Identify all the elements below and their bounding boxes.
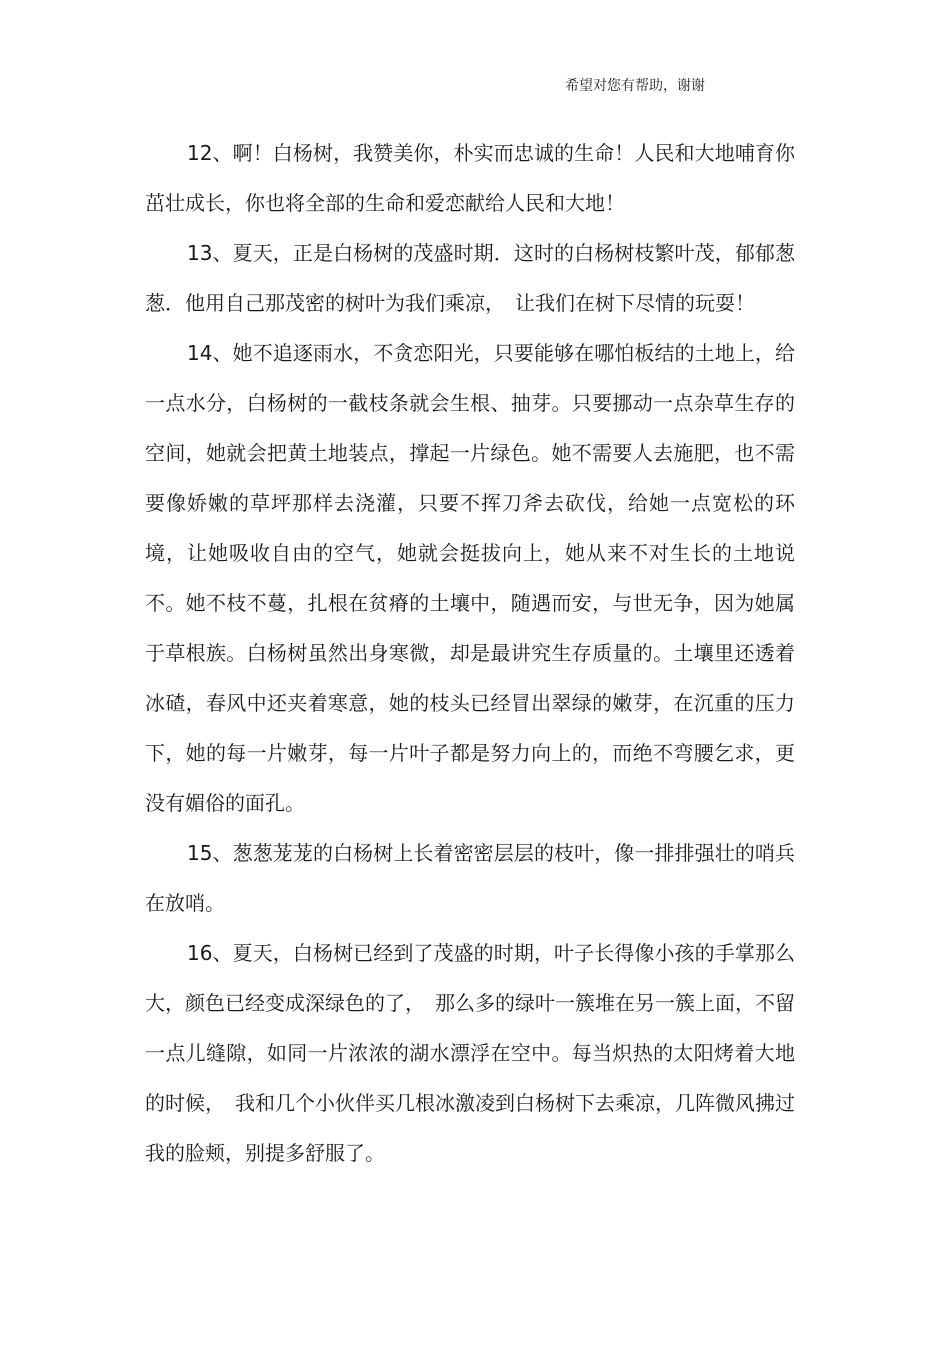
paragraph-16: 16、夏天，白杨树已经到了茂盛的时期，叶子长得像小孩的手掌那么大，颜色已经变成深绿色的了， 那么多的绿叶一簇堆在另一簇上面，不留一点儿缝隙，如同一片浓浓的湖水漂浮在空中。每当炽热的太阳烤着大地的时候， 我和几个小伙伴买几根冰激凌到白杨树下去乘凉，几阵微风拂过我的脸颊，别提多舒服了。 xyxy=(145,941,795,1165)
document-body xyxy=(145,128,795,1178)
paragraph-15: 15、葱葱茏茏的白杨树上长着密密层层的枝叶，像一排排强壮的哨兵在放哨。 xyxy=(145,841,795,915)
paragraph-13: 13、夏天，正是白杨树的茂盛时期．这时的白杨树枝繁叶茂，郁郁葱葱．他用自己那茂密的树叶为我们乘凉， 让我们在树下尽情的玩耍！ xyxy=(145,241,795,315)
paragraph-12: 12、啊！白杨树，我赞美你，朴实而忠诚的生命！人民和大地哺育你茁壮成长，你也将全部的生命和爱恋献给人民和大地！ xyxy=(145,141,795,215)
header-note: 希望对您有帮助，谢谢 xyxy=(565,78,705,94)
paragraph-14: 14、她不追逐雨水，不贪恋阳光，只要能够在哪怕板结的土地上，给一点水分，白杨树的一截枝条就会生根、抽芽。只要挪动一点杂草生存的空间，她就会把黄土地装点，撑起一片绿色。她不需要人去施肥，也不需要像娇嫩的草坪那样去浇灌，只要不挥刀斧去砍伐，给她一点宽松的环境，让她吸收自由的空气，她就会挺拔向上，她从来不对生长的土地说不。她不枝不蔓，扎根在贫瘠的土壤中，随遇而安，与世无争，因为她属于草根族。白杨树虽然出身寒微，却是最讲究生存质量的。土壤里还透着冰碴，春风中还夹着寒意，她的枝头已经冒出翠绿的嫩芽，在沉重的压力下，她的每一片嫩芽，每一片叶子都是努力向上的，而绝不弯腰乞求，更没有媚俗的面孔。 xyxy=(145,341,795,815)
